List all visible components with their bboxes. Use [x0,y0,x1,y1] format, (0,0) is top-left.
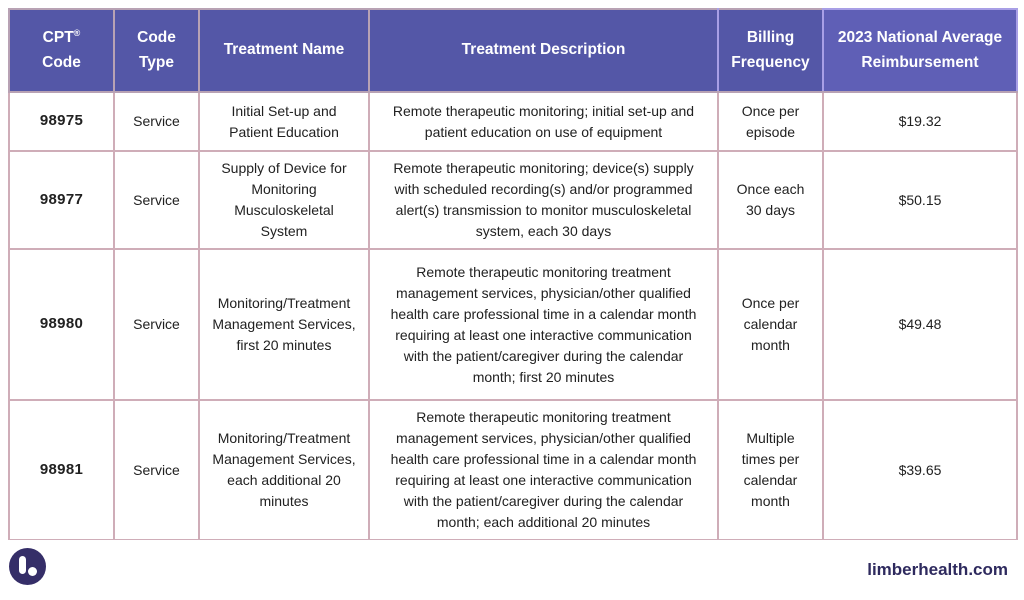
cell-code-type: Service [114,151,199,249]
cell-treatment-description: Remote therapeutic monitoring treatment management services, physician/other qualified health care professional time in a calendar month requiring at least one interactive communication with the patient/caregiver during the calendar month; first 20 minutes [369,249,718,400]
table-row [9,400,1017,540]
col-header-code-type: Code Type [114,9,199,92]
registered-mark: ® [73,28,81,39]
limber-logo-icon [9,548,46,585]
footer [0,540,1024,600]
cell-billing-frequency: Once each 30 days [718,151,823,249]
cell-reimbursement: $39.65 [823,400,1017,540]
table-row [9,151,1017,249]
cell-code-type: Service [114,249,199,400]
col-header-treatment-name: Treatment Name [199,9,369,92]
header-row [9,9,1017,92]
cpt-label: CPT [42,29,74,47]
cell-cpt-code: 98981 [9,400,114,540]
cell-reimbursement: $49.48 [823,249,1017,400]
cell-reimbursement: $50.15 [823,151,1017,249]
cell-treatment-description: Remote therapeutic monitoring; initial set-up and patient education on use of equipment [369,92,718,151]
cell-code-type: Service [114,92,199,151]
cell-treatment-description: Remote therapeutic monitoring treatment management services, physician/other qualified health care professional time in a calendar month requiring at least one interactive communication with the patient/caregiver during the calendar month; each additional 20 minutes [369,400,718,540]
cell-billing-frequency: Once per episode [718,92,823,151]
cell-billing-frequency: Multiple times per calendar month [718,400,823,540]
col-header-reimbursement: 2023 National Average Reimbursement [823,9,1017,92]
table-row [9,92,1017,151]
cell-cpt-code: 98977 [9,151,114,249]
cell-code-type: Service [114,400,199,540]
cell-reimbursement: $19.32 [823,92,1017,151]
table-row [9,249,1017,400]
cpt-label-suffix: Code [42,53,81,71]
cell-billing-frequency: Once per calendar month [718,249,823,400]
col-header-treatment-description: Treatment Description [369,9,718,92]
cell-treatment-description: Remote therapeutic monitoring; device(s) supply with scheduled recording(s) and/or programmed alert(s) transmission to monitor musculoskeletal system, each 30 days [369,151,718,249]
cell-cpt-code: 98975 [9,92,114,151]
logo-bar-shape [19,556,26,574]
cell-cpt-code: 98980 [9,249,114,400]
cell-treatment-name: Supply of Device for Monitoring Musculoskeletal System [199,151,369,249]
cell-treatment-name: Monitoring/Treatment Management Services, each additional 20 minutes [199,400,369,540]
logo-dot-shape [28,567,37,576]
cpt-code-table [8,8,1018,541]
cell-treatment-name: Monitoring/Treatment Management Services, first 20 minutes [199,249,369,400]
col-header-cpt-code [9,9,114,92]
footer-website-text: limberhealth.com [867,560,1008,579]
col-header-billing-frequency: Billing Frequency [718,9,823,92]
cell-treatment-name: Initial Set-up and Patient Education [199,92,369,151]
